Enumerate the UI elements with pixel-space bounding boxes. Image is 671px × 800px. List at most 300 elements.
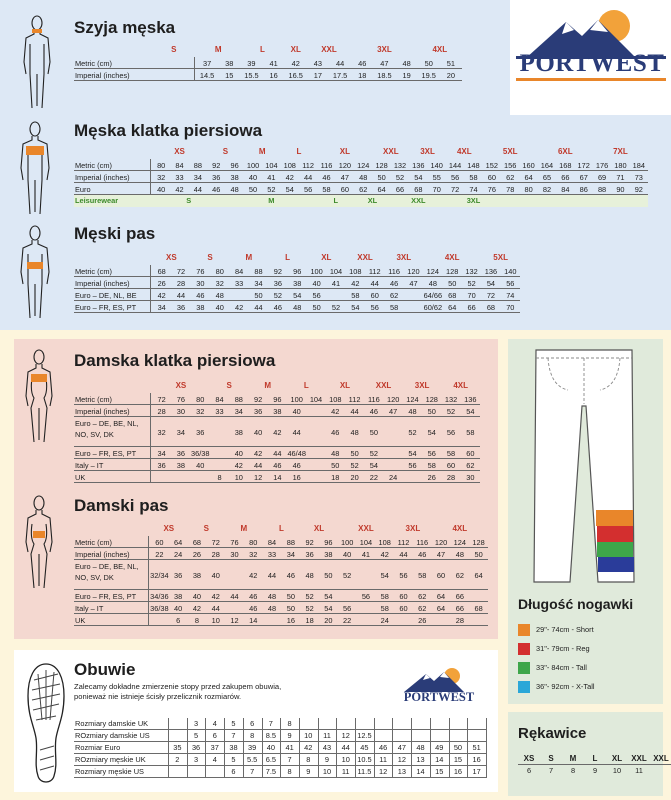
waist_men-cell: 54 — [293, 290, 302, 300]
waist_women-row-label: Euro – FR, ES, PT — [75, 592, 137, 601]
waist_men-size-xxl: XXL — [357, 253, 373, 262]
shoes-col-divider — [243, 718, 244, 778]
chest_men-cell: 47 — [340, 172, 349, 182]
chest_men-cell: 58 — [322, 184, 331, 194]
chest_women-cell: 136 — [464, 394, 477, 404]
chest_women-cell: 60 — [446, 460, 456, 470]
chest_men-size-3xl: 3XL — [420, 147, 435, 156]
waist_women-cell: 64 — [174, 537, 183, 547]
waist_men-cell: 132 — [465, 266, 478, 276]
waist_men-cell: 72 — [486, 290, 496, 300]
chest_women-cell: 33 — [215, 406, 224, 416]
chest_women-cell: 42 — [253, 448, 263, 458]
chest-women-figure-icon — [22, 348, 56, 444]
chest_men-cell: 120 — [338, 160, 352, 170]
waist_women-cell: 30 — [230, 549, 239, 559]
waist_men-size-m: M — [245, 253, 253, 262]
waist_women-cell: 66 — [455, 603, 464, 613]
waist_women-cell: 46 — [418, 549, 427, 559]
chest_women-cell: 88 — [234, 394, 243, 404]
chest_women-cell: 62 — [466, 460, 475, 470]
waist_women-size-xxl: XXL — [358, 524, 374, 533]
gloves-value: 11 — [635, 766, 643, 775]
waist_men-cell: 50 — [448, 278, 457, 288]
shoes-col-divider — [336, 718, 337, 778]
neck-cell: 19 — [402, 70, 411, 80]
neck-cell: 15.5 — [244, 70, 259, 80]
chest_men-cell: 88 — [597, 184, 607, 194]
chest_men-cell: 33 — [175, 172, 184, 182]
waist_women-size-m: M — [240, 524, 248, 533]
shoes-col-divider — [280, 718, 281, 778]
waist_women-cell: 128 — [472, 537, 485, 547]
chest_men-cell: 108 — [283, 160, 296, 170]
waist_men-row-label: Euro – DE, NL, BE — [75, 291, 137, 300]
waist_women-cell: 60 — [436, 570, 446, 580]
shoes-cell: 7.5 — [265, 767, 276, 776]
shoes-cell: 40 — [266, 743, 275, 752]
waist_men-cell: 96 — [293, 266, 302, 276]
waist_men-row-label: Metric (cm) — [75, 267, 112, 276]
waist_women-cell: 26 — [418, 615, 427, 625]
chest_women-cell: 96 — [273, 394, 282, 404]
chest_women-cell: 38 — [273, 406, 282, 416]
waist_men-cell: 44 — [176, 290, 186, 300]
chest_men-cell: 48 — [230, 184, 239, 194]
neck-cell: 46 — [358, 58, 367, 68]
trousers-figure-icon — [528, 346, 640, 586]
chest_women-cell: 36 — [253, 406, 263, 416]
chest-men-figure-icon — [18, 120, 52, 216]
chest_women-cell: 46/48 — [287, 448, 306, 458]
chest_women-size-4xl: 4XL — [453, 381, 469, 390]
shoes-col-divider — [449, 718, 450, 778]
neck-size-l: L — [260, 45, 265, 54]
waist_men-cell: 108 — [349, 266, 362, 276]
chest_men-cell: 136 — [412, 160, 425, 170]
chest_men-cell: 72 — [450, 184, 460, 194]
gloves-value: 8 — [570, 766, 576, 775]
neck-cell: 18.5 — [377, 70, 392, 80]
shoes-cell: 11 — [379, 755, 387, 764]
chest_women-cell: 54 — [427, 427, 436, 437]
waist_women-cell: 68 — [474, 603, 483, 613]
waist_women-cell: 42 — [380, 549, 389, 559]
waist_women-cell: 36 — [305, 549, 314, 559]
chest_women-cell: 40 — [196, 460, 205, 470]
waist_women-cell: 112 — [397, 537, 410, 547]
waist_women-cell: 64 — [436, 591, 446, 601]
chest_men-cell: 96 — [230, 160, 239, 170]
waist_men-cell: 28 — [176, 278, 186, 288]
neck-cell: 17 — [313, 70, 323, 80]
chest_women-cell: 50 — [350, 448, 359, 458]
waist_women-cell: 48 — [455, 549, 464, 559]
chest_women-cell: 44 — [350, 406, 359, 416]
chest_men-cell: 36 — [212, 172, 221, 182]
waist_women-cell: 16 — [286, 615, 295, 625]
waist_men-cell: 42 — [235, 302, 244, 312]
shoes-col-divider — [411, 718, 412, 778]
shoes-cell: 8 — [287, 719, 292, 728]
shoes-col-divider — [355, 718, 356, 778]
waist_women-cell: 58 — [380, 603, 389, 613]
neck-cell: 43 — [313, 58, 323, 68]
chest_men-cell: 164 — [540, 160, 554, 170]
waist-men-title: Męski pas — [74, 224, 156, 243]
chest_men-cell: 172 — [577, 160, 590, 170]
chest_women-cell: 18 — [331, 472, 340, 482]
chest_women-cell: 48 — [408, 406, 417, 416]
chest_men-cell: 55 — [432, 172, 441, 182]
waist_women-cell: 58 — [418, 570, 427, 580]
shoes-cell: 11 — [323, 731, 331, 740]
chest_men-cell: 92 — [634, 184, 643, 194]
shoes-col-divider — [299, 718, 300, 778]
chest_women-cell: 22 — [369, 472, 378, 482]
shoes-row-label: ROzmiary damskie US — [75, 731, 150, 740]
chest_women-cell: 56 — [427, 448, 436, 458]
waist_men-cell: 41 — [331, 278, 341, 288]
chest_men-cell: 62 — [506, 172, 515, 182]
waist_men-cell: 36 — [176, 302, 186, 312]
waist_men-cell: 40 — [312, 278, 321, 288]
waist_women-size-xs: XS — [163, 524, 175, 533]
shoes-col-divider — [205, 718, 206, 778]
waist_men-cell: 60/62 — [423, 302, 443, 312]
waist_women-cell: 36 — [174, 570, 183, 580]
leisure-size: L — [333, 196, 338, 205]
waist_women-cell: 32/34 — [150, 570, 169, 580]
shoes-col-divider — [318, 718, 319, 778]
waist_women-cell: 46 — [286, 570, 295, 580]
chest_women-cell: 14 — [273, 472, 282, 482]
waist_women-cell: 36/38 — [150, 603, 169, 613]
waist_women-size-4xl: 4XL — [452, 524, 468, 533]
waist_men-row-label: Euro – FR, ES, PT — [75, 303, 137, 312]
waist_women-size-3xl: 3XL — [405, 524, 421, 533]
chest_women-cell: 92 — [253, 394, 263, 404]
chest_men-cell: 84 — [561, 184, 570, 194]
shoes-cell: 41 — [285, 743, 294, 752]
shoes-cell: 14 — [435, 755, 444, 764]
shoes-title: Obuwie — [74, 660, 136, 679]
chest_men-cell: 48 — [359, 172, 368, 182]
chest_women-cell: 36/38 — [190, 448, 210, 458]
waist_women-cell: 46 — [249, 591, 258, 601]
waist_women-cell: 40 — [174, 603, 183, 613]
shoes-col-divider — [262, 718, 263, 778]
leg-legend-label: 33"- 84cm - Tall — [536, 663, 587, 672]
chest_women-cell: 52 — [408, 427, 417, 437]
chest_women-cell: 34 — [157, 448, 166, 458]
shoes-cell: 46 — [378, 743, 388, 752]
shoe-sole-icon — [24, 660, 68, 788]
waist_women-cell: 40 — [192, 591, 202, 601]
waist_men-cell: 48 — [215, 290, 224, 300]
chest_women-cell: 52 — [369, 448, 378, 458]
chest_women-cell: 10 — [234, 472, 243, 482]
gloves-value: 7 — [548, 766, 554, 775]
neck-size-4xl: 4XL — [432, 45, 448, 54]
gloves-size: XL — [611, 754, 623, 763]
waist_women-cell: 108 — [378, 537, 391, 547]
chest_women-row-label: Italy – IT — [75, 461, 104, 470]
chest_men-cell: 69 — [597, 172, 607, 182]
shoes-cell: 3 — [193, 755, 199, 764]
waist_women-cell: 22 — [155, 549, 164, 559]
chest_women-cell: 20 — [350, 472, 359, 482]
chest_women-cell: 42 — [273, 427, 282, 437]
shoes-row-label: Rozmiary damskie UK — [75, 719, 149, 728]
chest_women-row-label: Euro – FR, ES, PT — [75, 449, 137, 458]
chest_women-row-label: Metric (cm) — [75, 395, 112, 404]
waist_men-cell: 47 — [409, 278, 418, 288]
neck-row-label: Imperial (inches) — [75, 71, 130, 80]
chest_women-cell: 46 — [292, 460, 301, 470]
neck-cell: 20 — [446, 70, 456, 80]
chest_women-cell: 50 — [331, 460, 340, 470]
chest_women-cell: 108 — [329, 394, 342, 404]
gloves-value: 10 — [612, 766, 622, 775]
leisure-size: XL — [367, 196, 378, 205]
leg-swatch — [518, 662, 530, 674]
waist_women-row-label: Metric (cm) — [75, 538, 112, 547]
waist_men-cell: 92 — [273, 266, 282, 276]
neck-title: Szyja męska — [74, 18, 176, 37]
chest_women-cell: 56 — [408, 460, 417, 470]
waist_men-cell: 32 — [215, 278, 224, 288]
chest_men-cell: 64 — [524, 172, 533, 182]
waist_men-cell: 50 — [312, 302, 321, 312]
chest_women-cell: 48 — [331, 448, 340, 458]
chest_men-cell: 124 — [357, 160, 370, 170]
waist_men-cell: 34 — [157, 302, 166, 312]
shoes-cell: 6 — [212, 731, 217, 740]
chest_women-cell: 42 — [331, 406, 340, 416]
chest_women-cell: 58 — [466, 427, 475, 437]
chest_women-cell: 32 — [196, 406, 205, 416]
chest_women-cell: 40 — [292, 406, 301, 416]
chest_men-size-xs: XS — [174, 147, 185, 156]
waist_women-cell: 38 — [324, 549, 333, 559]
chest_men-cell: 152 — [485, 160, 498, 170]
chest_women-cell: 24 — [389, 472, 398, 482]
waist_women-cell: 60 — [155, 537, 164, 547]
waist_women-cell: 26 — [192, 549, 202, 559]
chest_men-cell: 40 — [248, 172, 258, 182]
shoes-cell: 11.5 — [357, 767, 372, 776]
waist_women-cell: 54 — [380, 570, 389, 580]
chest_men-cell: 66 — [561, 172, 570, 182]
chest_men-size-s: S — [222, 147, 229, 156]
chest_men-cell: 180 — [614, 160, 627, 170]
chest_women-cell: 36 — [196, 427, 205, 437]
waist_women-cell: 42 — [192, 603, 202, 613]
waist_women-cell: 54 — [324, 603, 333, 613]
chest_women-cell: 28 — [446, 472, 456, 482]
neck-cell: 39 — [247, 58, 256, 68]
leg-legend-label: 29"- 74cm - Short — [536, 625, 594, 634]
gloves-size: L — [592, 754, 598, 763]
waist_men-cell: 44 — [370, 278, 379, 288]
chest_men-cell: 50 — [248, 184, 258, 194]
waist_women-row-label: Italy – IT — [75, 604, 104, 613]
waist_men-row-label: Imperial (inches) — [75, 279, 130, 288]
chest_women-cell: 100 — [290, 394, 303, 404]
chest_women-cell: 72 — [157, 394, 166, 404]
waist_women-cell: 10 — [211, 615, 220, 625]
shoes-cell: 5.5 — [247, 755, 258, 764]
chest_men-cell: 132 — [393, 160, 407, 170]
chest_men-cell: 64 — [377, 184, 386, 194]
shoes-cell: 5 — [231, 719, 236, 728]
chest_men-size-5xl: 5XL — [502, 147, 518, 156]
chest_men-size-xxl: XXL — [383, 147, 399, 156]
waist_women-cell: 60 — [399, 591, 408, 601]
waist_women-cell: 88 — [286, 537, 295, 547]
shoes-cell: 36 — [191, 743, 201, 752]
shoes-row-label: Rozmiar Euro — [75, 743, 121, 752]
chest_men-cell: 54 — [285, 184, 294, 194]
neck-row-label: Metric (cm) — [75, 59, 112, 68]
waist_women-cell: 42 — [211, 591, 220, 601]
waist_men-cell: 52 — [273, 290, 282, 300]
shoes-cell: 6 — [250, 719, 255, 728]
chest_women-cell: 38 — [234, 427, 243, 437]
shoes-cell: 7 — [268, 719, 273, 728]
waist_women-cell: 50 — [324, 570, 333, 580]
waist_men-cell: 30 — [196, 278, 205, 288]
shoes-cell: 17 — [472, 767, 481, 776]
waist_women-cell: 80 — [249, 537, 258, 547]
shoes-cell: 10 — [322, 767, 332, 776]
waist_women-cell: 66 — [455, 591, 464, 601]
shoes-col-divider — [224, 718, 225, 778]
shoes-cell: 15 — [453, 755, 463, 764]
shoes-cell: 9 — [324, 755, 330, 764]
neck-size-m: M — [214, 45, 222, 54]
waist_men-cell: 70 — [467, 290, 476, 300]
waist_men-cell: 62 — [389, 290, 399, 300]
waist_women-cell: 24 — [174, 549, 183, 559]
chest_men-cell: 54 — [414, 172, 423, 182]
chest_men-cell: 144 — [448, 160, 462, 170]
waist_women-cell: 120 — [434, 537, 448, 547]
chest_men-size-xl: XL — [339, 147, 350, 156]
chest_men-size-l: L — [296, 147, 302, 156]
neck-cell: 17.5 — [332, 70, 348, 80]
neck-cell: 48 — [402, 58, 411, 68]
waist_men-cell: 128 — [446, 266, 459, 276]
shoes-cell: 15 — [435, 767, 444, 776]
chest_women-cell: 112 — [348, 394, 361, 404]
chest_women-size-xs: XS — [175, 381, 187, 390]
leisure-size: S — [186, 196, 192, 205]
waist-women-figure-icon — [22, 494, 56, 590]
brand-name: PORTWEST — [519, 50, 665, 77]
chest_women-cell: 42 — [234, 460, 243, 470]
waist_men-cell: 36 — [273, 278, 282, 288]
chest_women-cell: 56 — [446, 427, 456, 437]
waist_women-cell: 34/36 — [150, 591, 169, 601]
gloves-size: M — [569, 754, 577, 763]
shoes-cell: 42 — [304, 743, 313, 752]
chest_women-row-label: Euro – DE, BE, NL, NO, SV, DK — [75, 419, 139, 439]
chest_women-size-m: M — [264, 381, 272, 390]
leg-title: Długość nogawki — [518, 596, 634, 612]
waist_men-cell: 116 — [388, 266, 400, 276]
waist_women-cell: 38 — [174, 591, 183, 601]
waist_women-cell: 41 — [361, 549, 371, 559]
gloves-title: Rękawice — [518, 725, 587, 742]
neck-cell: 16.5 — [288, 70, 303, 80]
waist_men-cell: 42 — [351, 278, 360, 288]
shoes-cell: 8 — [287, 767, 292, 776]
chest_men-cell: 38 — [230, 172, 239, 182]
chest_women-size-l: L — [303, 381, 309, 390]
shoes-cell: 4 — [212, 755, 217, 764]
waist_men-cell: 58 — [351, 290, 360, 300]
waist_women-cell: 64 — [474, 570, 483, 580]
waist_men-cell: 50 — [254, 290, 263, 300]
shoes-cell: 13 — [416, 755, 425, 764]
chest_women-cell: 44 — [253, 460, 263, 470]
shoes-cell: 7 — [287, 755, 292, 764]
shoes-cell: 35 — [173, 743, 182, 752]
waist_women-row-label: Euro – DE, BE, NL, NO, SV, DK — [75, 562, 139, 582]
waist_men-cell: 40 — [215, 302, 224, 312]
chest_men-cell: 56 — [304, 184, 313, 194]
neck-cell: 19.5 — [421, 70, 436, 80]
gloves-value: 9 — [592, 766, 598, 775]
shoes-cell: 11 — [341, 767, 350, 776]
leisure-size: 3XL — [466, 196, 481, 205]
waist_women-cell: 50 — [474, 549, 483, 559]
shoes-cell: 12 — [341, 731, 350, 740]
waist_women-cell: 46 — [249, 603, 258, 613]
waist_men-cell: 70 — [506, 302, 515, 312]
chest_women-cell: 47 — [389, 406, 398, 416]
shoes-cell: 39 — [248, 743, 257, 752]
neck-cell: 51 — [446, 58, 456, 68]
shoes-row-label: ROzmiary męskie UK — [75, 755, 146, 764]
shoes-col-divider — [467, 718, 468, 778]
waist_women-row-label: UK — [75, 616, 86, 625]
chest_men-size-7xl: 7XL — [613, 147, 628, 156]
waist_men-cell: 38 — [293, 278, 302, 288]
shoes-cell: 7 — [231, 731, 236, 740]
waist_men-size-5xl: 5XL — [493, 253, 508, 262]
shoes-col-divider — [168, 718, 169, 778]
chest_women-size-xl: XL — [339, 381, 351, 390]
shoes-cell: 12 — [397, 755, 406, 764]
gloves-value: 6 — [526, 766, 532, 775]
chest_men-cell: 67 — [579, 172, 588, 182]
waist_women-cell: 84 — [267, 537, 277, 547]
chest_women-cell: 50 — [369, 427, 378, 437]
waist_men-cell: 56 — [506, 278, 515, 288]
leg-legend-label: 36"- 92cm - X-Tall — [536, 682, 595, 691]
chest_women-cell: 54 — [466, 406, 475, 416]
waist_men-cell: 42 — [157, 290, 166, 300]
shoes-cell: 45 — [360, 743, 369, 752]
waist_women-cell: 48 — [305, 570, 314, 580]
chest_women-row-label: UK — [75, 473, 86, 482]
chest_men-cell: 88 — [193, 160, 203, 170]
chest_women-label-divider — [150, 393, 151, 483]
chest_women-cell: 60 — [466, 448, 475, 458]
